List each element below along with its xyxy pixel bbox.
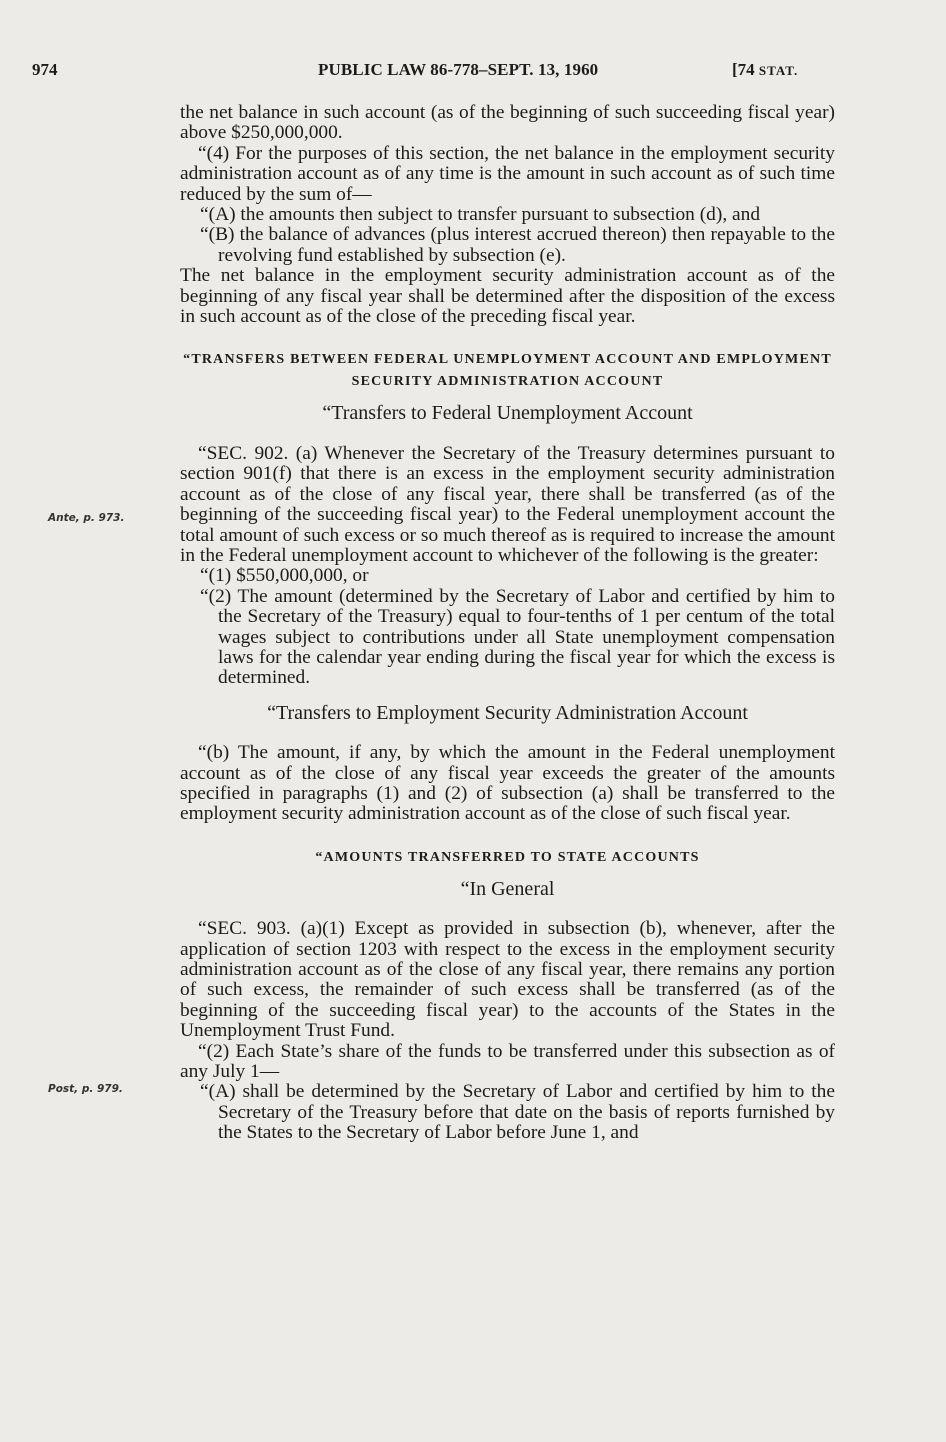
page-number: 974 — [32, 60, 58, 79]
section-902-a-2: “(2) The amount (determined by the Secretary of Labor and certified by him to the Secretary of the Treasury) equal to four-tenths of 1 per centum of the total wages subject to contributions under all State unemployment compensation laws for the calendar year ending during the fiscal year for which the excess is determined. — [200, 585, 835, 689]
subparagraph-b: “(B) the balance of advances (plus interest accrued thereon) then repayable to the revolving fund established by subsection (e). — [200, 224, 835, 266]
margin-note-post: Post, p. 979. — [48, 1083, 123, 1095]
document-body — [180, 103, 835, 1144]
subheading-in-general: “In General — [460, 877, 555, 900]
section-903-a-1: “SEC. 903. (a)(1) Except as provided in subsection (b), whenever, after the application of section 1203 with respect to the excess in the employment security administration account as of the close of any fiscal year, there remains any portion of such excess, the remainder of such excess shall be transferred (as of the beginning of the succeeding fiscal year) to the accounts of the States in the Unemployment Trust Fund. — [180, 918, 835, 1042]
section-902-a-1: “(1) $550,000,000, or — [200, 565, 369, 587]
section-heading-state-accounts: “AMOUNTS TRANSFERRED TO STATE ACCOUNTS — [315, 849, 700, 865]
paragraph-net-balance: The net balance in the employment security administration account as of the beginning of any fiscal year shall be determined after the disposition of the excess in such account as of the close of the preceding fiscal year. — [180, 265, 835, 328]
paragraph-continuation: the net balance in such account (as of the beginning of such succeeding fiscal year) above $250,000,000. — [180, 102, 835, 144]
statute-reference — [732, 60, 798, 80]
section-heading-transfers: “TRANSFERS BETWEEN FEDERAL UNEMPLOYMENT ACCOUNT AND EMPLOYMENT SECURITY ADMINISTRATION ACCOUNT — [183, 352, 832, 390]
section-902-b: “(b) The amount, if any, by which the amount in the Federal unemployment account as of the close of any fiscal year exceeds the greater of the amounts specified in paragraphs (1) and (2) of subsection (a) shall be transferred to the employment security administration account as of the close of such fiscal year. — [180, 742, 835, 825]
subheading-federal-unemployment: “Transfers to Federal Unemployment Account — [322, 402, 693, 425]
statute-label: STAT. — [758, 63, 799, 78]
section-902-a: “SEC. 902. (a) Whenever the Secretary of the Treasury determines pursuant to section 901(f) that there is an excess in the employment security administration account as of the close of any fiscal year, there shall be transferred (as of the beginning of the succeeding fiscal year) to the Federal unemployment account the total amount of such excess or so much thereof as is required to increase the amount in the Federal unemployment account to whichever of the following is the greater: — [180, 442, 835, 566]
subparagraph-a: “(A) the amounts then subject to transfer pursuant to subsection (d), and — [200, 204, 761, 226]
section-903-a-2: “(2) Each State’s share of the funds to be transferred under this subsection as of any July 1— — [180, 1040, 835, 1083]
page-header — [0, 60, 946, 84]
margin-note-ante: Ante, p. 973. — [48, 512, 125, 524]
subheading-employment-security: “Transfers to Employment Security Administration Account — [267, 701, 748, 724]
running-title: PUBLIC LAW 86-778–SEPT. 13, 1960 — [318, 60, 599, 79]
section-903-a-2-a: “(A) shall be determined by the Secretary of Labor and certified by him to the Secretary of the Treasury before that date on the basis of reports furnished by the States to the Secretary of Labor before June 1, and — [200, 1081, 835, 1144]
paragraph-4: “(4) For the purposes of this section, the net balance in the employment security administration account as of any time is the amount in such account as of such time reduced by the sum of— — [180, 142, 835, 205]
statute-volume: [74 — [732, 60, 759, 79]
